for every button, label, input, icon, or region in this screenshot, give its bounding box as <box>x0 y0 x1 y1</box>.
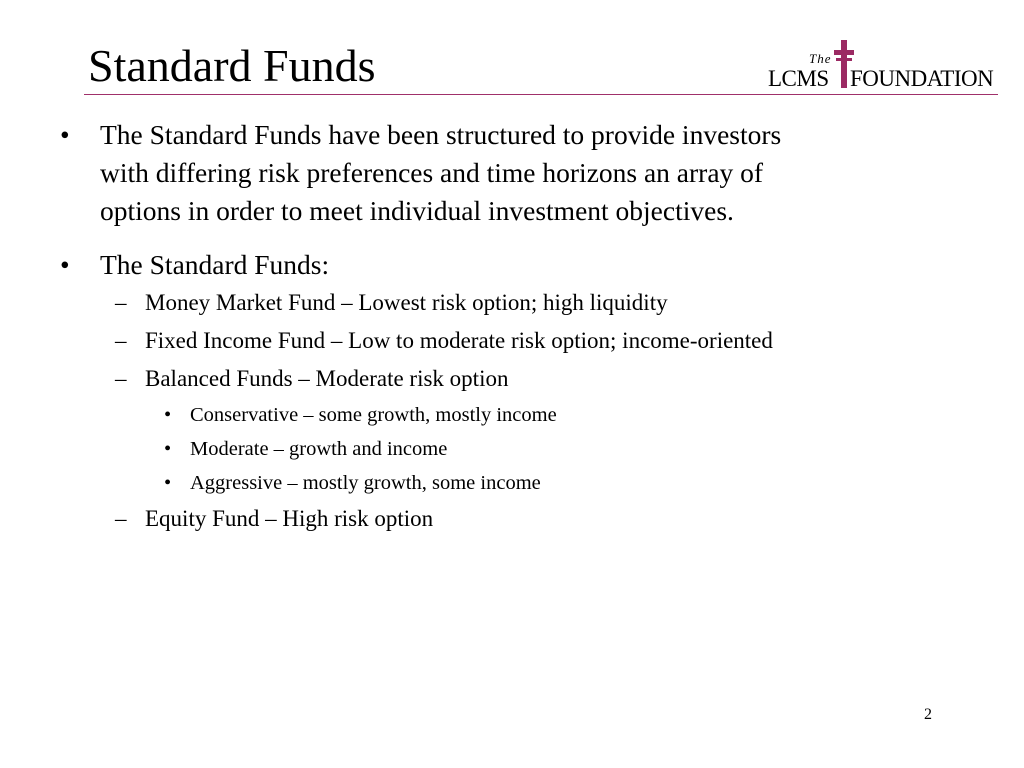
slide-body <box>60 116 980 538</box>
balanced-option-text: Aggressive – mostly growth, some income <box>190 472 541 494</box>
funds-heading-bullet <box>60 246 980 284</box>
bullet-marker: • <box>60 249 70 280</box>
bullet-marker: • <box>164 472 172 494</box>
dash-marker: – <box>115 366 127 391</box>
balanced-option-moderate <box>60 432 980 466</box>
money-market-item <box>60 284 980 322</box>
equity-fund-item <box>60 500 980 538</box>
logo-the-text: The <box>809 51 832 66</box>
funds-heading-text: The Standard Funds: <box>100 249 330 280</box>
intro-line: The Standard Funds have been structured to provide investors <box>100 119 782 150</box>
balanced-funds-item <box>60 360 980 398</box>
dash-marker: – <box>115 328 127 353</box>
fixed-income-item <box>60 322 980 360</box>
balanced-funds-text: Balanced Funds – Moderate risk option <box>145 366 509 391</box>
balanced-option-conservative <box>60 398 980 432</box>
lcms-foundation-logo <box>766 40 998 96</box>
balanced-option-text: Moderate – growth and income <box>190 438 448 460</box>
money-market-text: Money Market Fund – Lowest risk option; high liquidity <box>145 290 668 315</box>
bullet-marker: • <box>164 438 172 460</box>
page-number: 2 <box>924 706 932 723</box>
bullet-marker: • <box>164 404 172 426</box>
intro-line: with differing risk preferences and time horizons an array of <box>100 157 764 188</box>
logo-lcms-text: LCMS <box>768 66 829 91</box>
slide-title: Standard Funds <box>88 40 376 91</box>
logo-foundation-text: FOUNDATION <box>850 66 994 91</box>
bullet-marker: • <box>60 119 70 150</box>
intro-bullet <box>60 116 980 230</box>
fixed-income-text: Fixed Income Fund – Low to moderate risk option; income-oriented <box>145 328 773 353</box>
balanced-option-aggressive <box>60 466 980 500</box>
equity-fund-text: Equity Fund – High risk option <box>145 506 434 531</box>
intro-line: options in order to meet individual investment objectives. <box>100 195 734 226</box>
dash-marker: – <box>115 506 127 531</box>
dash-marker: – <box>115 290 127 315</box>
balanced-option-text: Conservative – some growth, mostly income <box>190 404 557 426</box>
